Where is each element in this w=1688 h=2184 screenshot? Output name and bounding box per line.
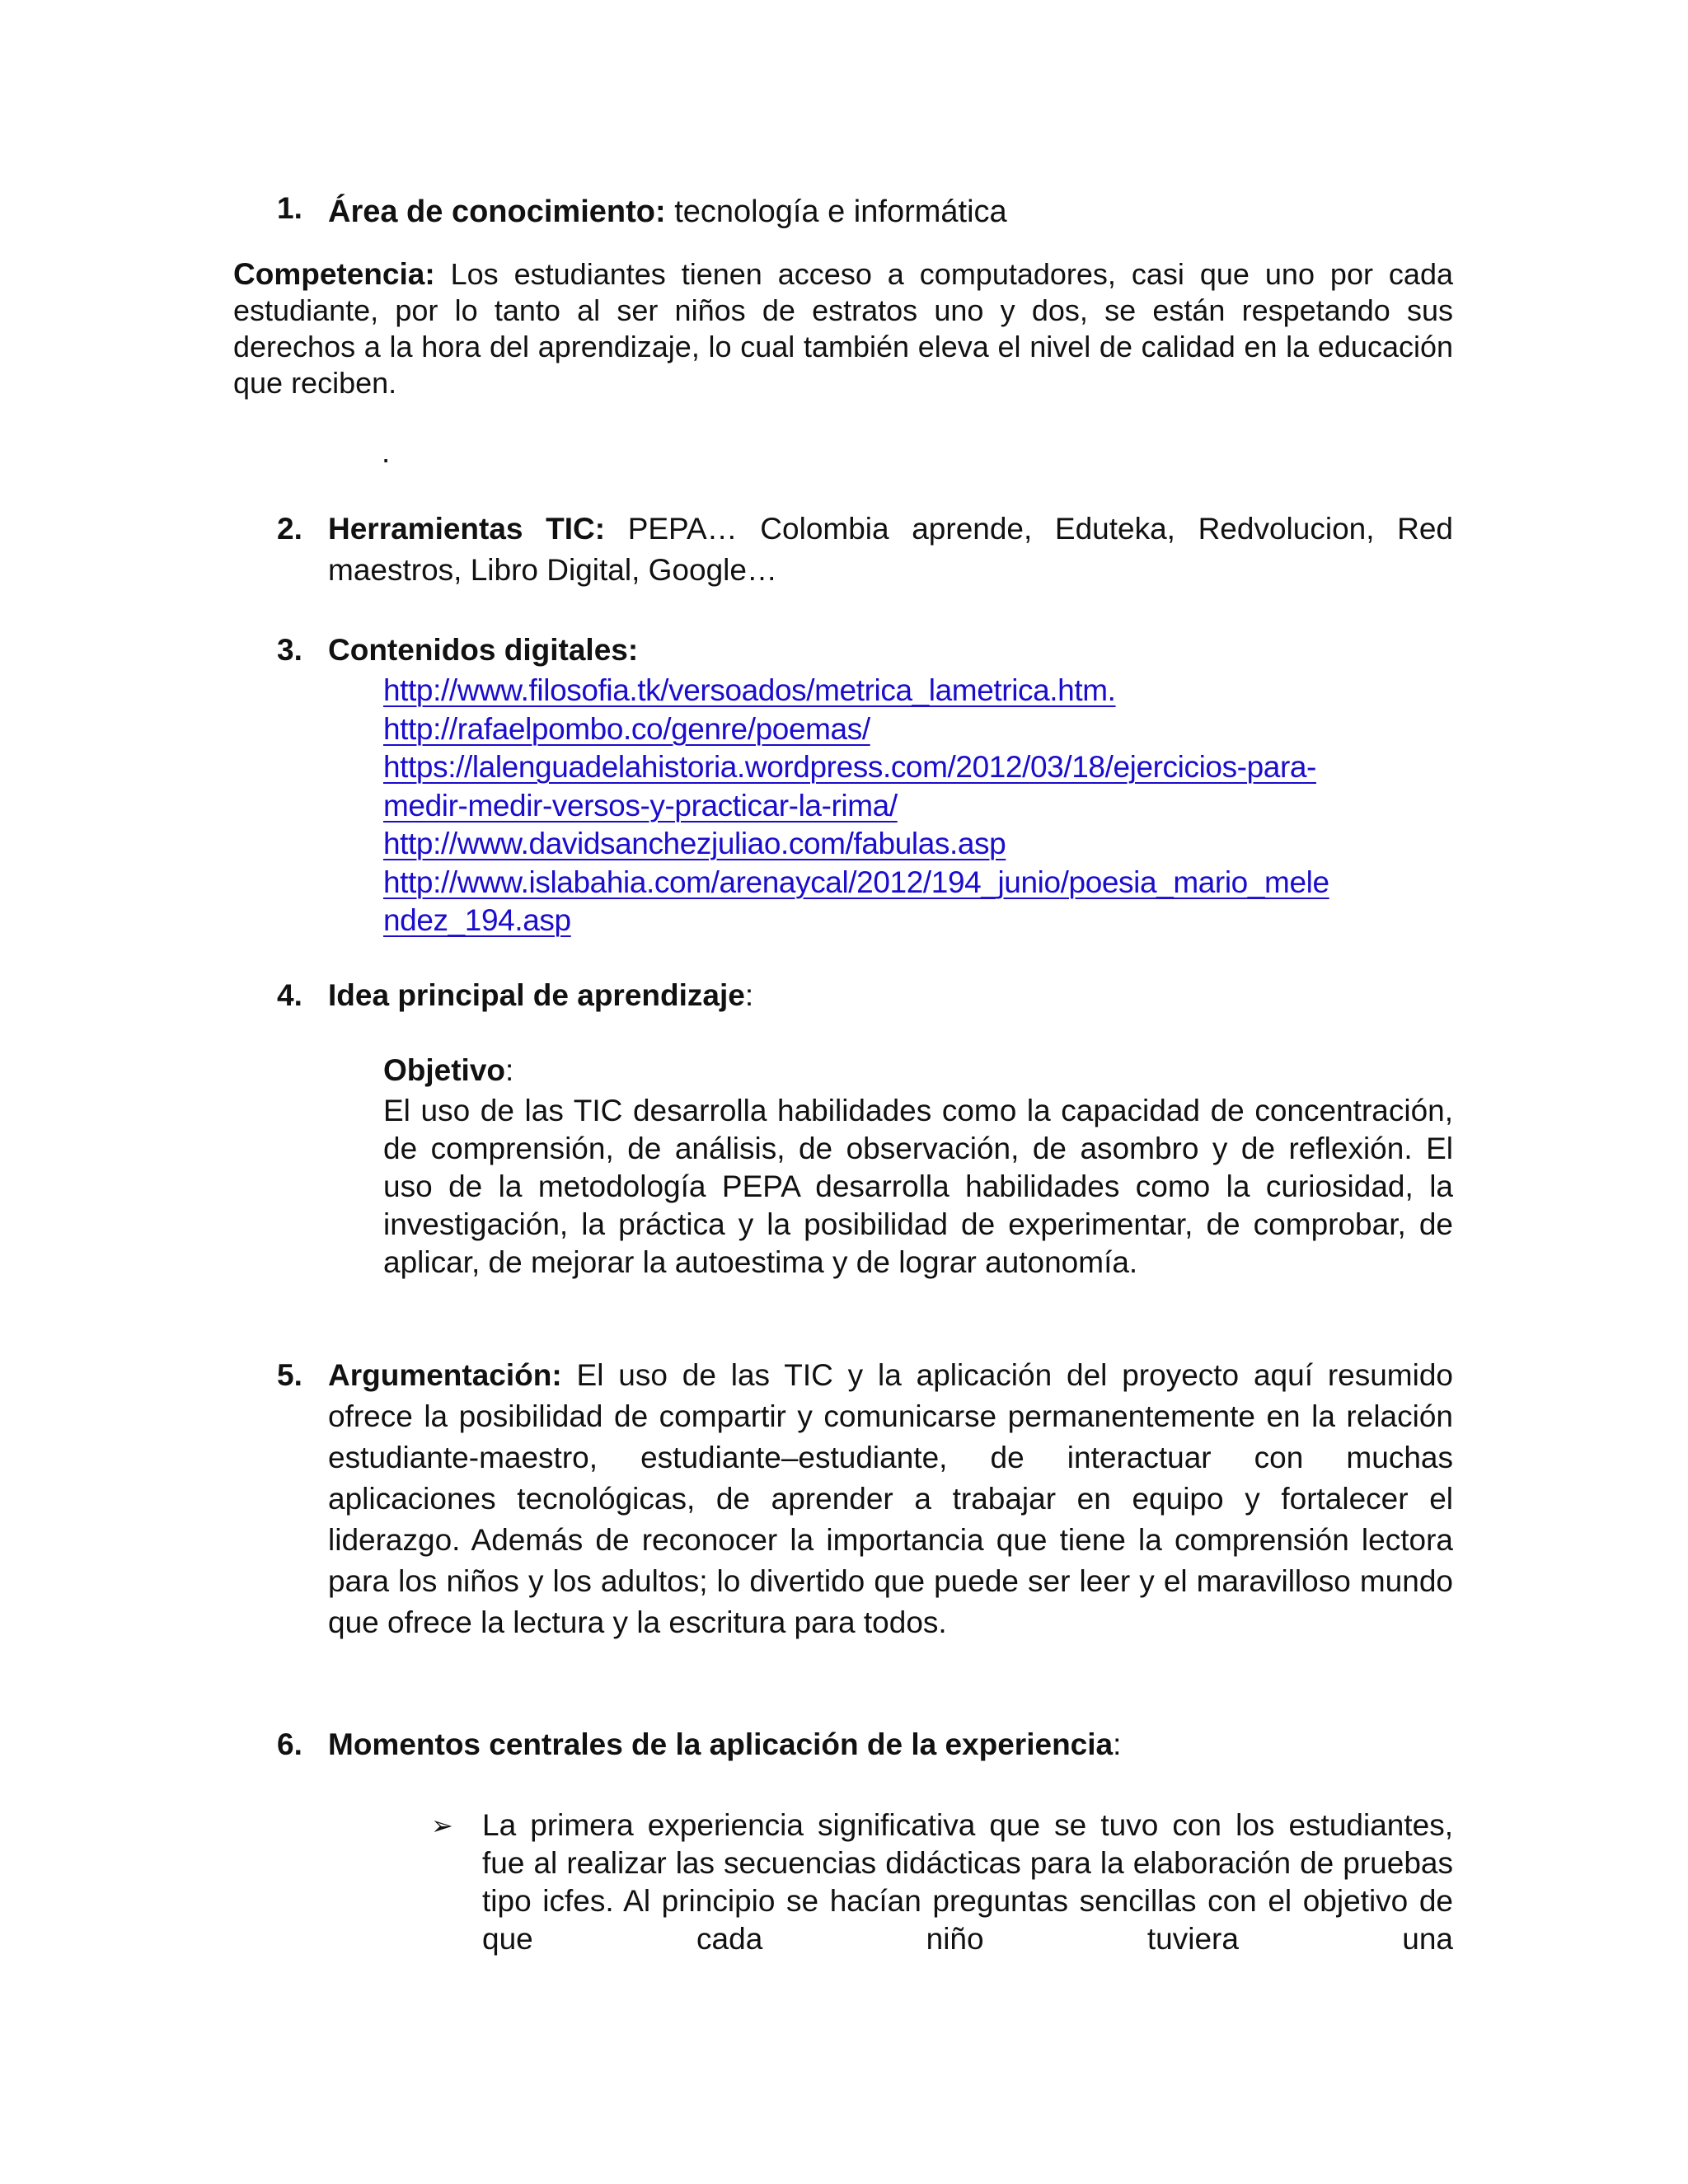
link-davidsanchez[interactable]: http://www.davidsanchezjuliao.com/fabulas.asp bbox=[383, 827, 1006, 860]
section-1 bbox=[277, 191, 1453, 232]
section-2-value: Colombia aprende, Eduteka, Redvolucion, Red maestros, Libro Digital, Google… bbox=[328, 512, 1454, 587]
competencia-paragraph bbox=[233, 256, 1453, 401]
section-5-value: El uso de las TIC y la aplicación del proyecto aquí resumido ofrece la posibilidad de compartir y comunicarse permanentemente en la relación estudiante-maestro, estudiante–estudiante, de interactuar con muchas aplicaciones tecnológicas, de aprender a trabajar en equipo y fortalecer el liderazgo. Además de reconocer la importancia que tiene la comprensión lectora para los niños y los adultos; lo divertido que puede ser leer y el maravilloso mundo que ofrece la lectura y la escritura para todos. bbox=[328, 1358, 1453, 1639]
section-2-number: 2. bbox=[277, 512, 302, 546]
digital-content-links bbox=[383, 672, 1455, 940]
section-4-number: 4. bbox=[277, 978, 302, 1012]
section-6-number: 6. bbox=[277, 1727, 302, 1761]
section-6-label: Momentos centrales de la aplicación de la experiencia bbox=[328, 1727, 1114, 1761]
section-6-heading bbox=[328, 1725, 1453, 1764]
link-islabahia-part2[interactable]: ndez_194.asp bbox=[383, 903, 571, 937]
section-4-label: Idea principal de aprendizaje bbox=[328, 978, 745, 1012]
section-5 bbox=[277, 1355, 1453, 1643]
section-1-number: 1. bbox=[277, 191, 302, 225]
section-4-colon: : bbox=[744, 978, 754, 1012]
link-filosofia[interactable]: http://www.filosofia.tk/versoados/metrica_lametrica.htm. bbox=[383, 673, 1116, 707]
link-lalengua-part1[interactable]: https://lalenguadelahistoria.wordpress.com/2012/03/18/ejercicios-para- bbox=[383, 750, 1316, 784]
section-6-colon: : bbox=[1113, 1727, 1122, 1761]
link-islabahia-part1[interactable]: http://www.islabahia.com/arenaycal/2012/194_junio/poesia_mario_mele bbox=[383, 865, 1329, 899]
section-4 bbox=[277, 976, 1453, 1015]
section-3-heading bbox=[328, 630, 1453, 669]
section-6 bbox=[277, 1725, 1453, 1764]
section-2 bbox=[277, 509, 1454, 591]
section-4-heading bbox=[328, 976, 1453, 1015]
link-rafaelpombo[interactable]: http://rafaelpombo.co/genre/poemas/ bbox=[383, 711, 870, 746]
competencia-text: Los estudiantes tienen acceso a computadores, casi que uno por cada estudiante, por lo tanto al ser niños de estratos uno y dos, se están respetando sus derechos a la hora del aprendizaje, lo cual también eleva el nivel de calidad en la educación que reciben. bbox=[233, 257, 1453, 400]
stray-period: . bbox=[382, 435, 391, 469]
section-5-number: 5. bbox=[277, 1358, 302, 1392]
section-5-text bbox=[328, 1355, 1453, 1643]
section-1-text bbox=[328, 191, 1453, 232]
section-3-label: Contenidos digitales: bbox=[328, 633, 639, 667]
link-lalengua-part2[interactable]: medir-medir-versos-y-practicar-la-rima/ bbox=[383, 788, 898, 823]
objetivo-colon: : bbox=[505, 1053, 514, 1087]
section-1-label: Área de conocimiento: bbox=[328, 194, 666, 229]
arrow-bullet-icon: ➢ bbox=[431, 1811, 453, 1840]
section-5-label: Argumentación: bbox=[328, 1358, 562, 1392]
section-1-value: tecnología e informática bbox=[665, 194, 1007, 229]
section-2-text bbox=[328, 509, 1453, 591]
bullet-item bbox=[431, 1807, 1453, 1958]
section-2-pepa bbox=[628, 512, 738, 546]
bullet-text: La primera experiencia significativa que se tuvo con los estudiantes, fue al realizar las secuencias didácticas para la elaboración de pruebas tipo icfes. Al principio se hacían preguntas sencillas con el objetivo de que cada niño tuviera una bbox=[482, 1808, 1453, 1956]
competencia-label: Competencia: bbox=[233, 257, 435, 291]
objetivo-label: Objetivo bbox=[383, 1053, 506, 1087]
section-3 bbox=[277, 630, 1453, 669]
objetivo-paragraph: El uso de las TIC desarrolla habilidades como la capacidad de concentración, de comprensión, de análisis, de observación, de asombro y de reflexión. El uso de la metodología PEPA desarrolla habilidades como la curiosidad, la investigación, la práctica y la posibilidad de experimentar, de comprobar, de aplicar, de mejorar la autoestima y de lograr autonomía. bbox=[383, 1094, 1453, 1279]
section-2-label: Herramientas TIC: bbox=[328, 512, 606, 546]
section-3-number: 3. bbox=[277, 633, 302, 667]
objetivo-heading bbox=[383, 1051, 1453, 1090]
section-2-pepa-text: PEPA… bbox=[627, 512, 738, 546]
